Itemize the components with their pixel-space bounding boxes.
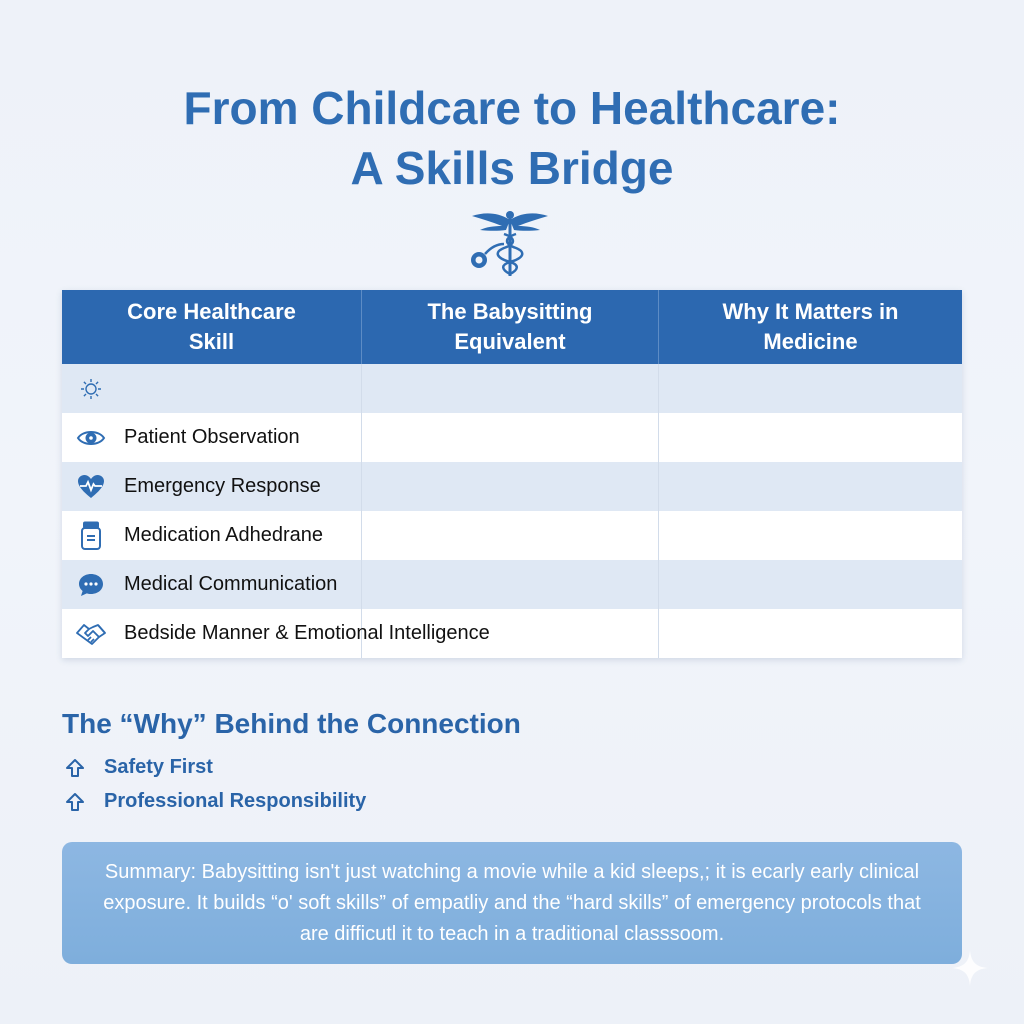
- cell-why-matters: [659, 511, 962, 560]
- arrow-up-icon: [64, 757, 86, 779]
- cell-core-skill: [62, 609, 490, 658]
- cell-why-matters: [659, 560, 962, 609]
- skill-label: Emergency Response: [124, 475, 321, 497]
- handshake-icon: [76, 619, 106, 649]
- cell-why-matters: [659, 609, 962, 658]
- heartbeat-icon: [76, 472, 106, 502]
- sparkle-icon: [950, 948, 990, 988]
- skill-label: Bedside Manner & Emotional Intelligence: [124, 622, 490, 644]
- summary-text: Summary: Babysitting isn't just watching a movie while a kid sleeps,; it is ecarly early clinical exposure. It builds “o' soft skills” of empatliy and the “hard skills” of emergency protocols that are difficutl it to teach in a traditional classsoom.: [103, 860, 921, 945]
- cell-babysitting-equivalent: [362, 560, 659, 609]
- table-row: [62, 609, 962, 658]
- chat-bubble-icon: [76, 570, 106, 600]
- eye-icon: [76, 423, 106, 453]
- cell-why-matters: [659, 462, 962, 511]
- cell-core-skill: [62, 511, 362, 560]
- cell-babysitting-equivalent: [362, 462, 659, 511]
- header-babysitting-equivalent: The Babysitting Equivalent: [362, 290, 659, 364]
- medicine-bottle-icon: [76, 521, 106, 551]
- table-row: [62, 462, 962, 511]
- sun-icon: [76, 374, 106, 404]
- title-line-1: From Childcare to Healthcare:: [183, 82, 841, 134]
- title-line-2: A Skills Bridge: [350, 142, 674, 194]
- cell-core-skill: [62, 364, 362, 413]
- why-section-title: The “Why” Behind the Connection: [62, 708, 521, 739]
- skills-table: [62, 290, 962, 658]
- arrow-up-icon: [64, 791, 86, 813]
- skill-label: Patient Observation: [124, 426, 300, 448]
- why-item: [64, 790, 366, 813]
- why-item-label: Safety First: [104, 756, 213, 778]
- skill-label: Medical Communication: [124, 573, 338, 595]
- cell-babysitting-equivalent: [362, 364, 659, 413]
- cell-core-skill: [62, 560, 362, 609]
- cell-why-matters: [659, 364, 962, 413]
- cell-why-matters: [659, 413, 962, 462]
- table-header: [62, 290, 962, 364]
- cell-babysitting-equivalent: [362, 413, 659, 462]
- header-core-skill: Core Healthcare Skill: [62, 290, 362, 364]
- cell-core-skill: [62, 462, 362, 511]
- why-item-label: Professional Responsibility: [104, 790, 367, 812]
- summary-box: [62, 842, 962, 964]
- cell-babysitting-equivalent: [362, 511, 659, 560]
- cell-core-skill: [62, 413, 362, 462]
- header-why-matters: Why It Matters in Medicine: [722, 299, 899, 354]
- caduceus-icon: [468, 206, 552, 280]
- table-row: [62, 413, 962, 462]
- table-row: [62, 511, 962, 560]
- why-item: [64, 756, 213, 779]
- table-row: [62, 560, 962, 609]
- skill-label: Medication Adhedrane: [124, 524, 324, 546]
- page-title: [0, 78, 1024, 198]
- table-row: [62, 364, 962, 413]
